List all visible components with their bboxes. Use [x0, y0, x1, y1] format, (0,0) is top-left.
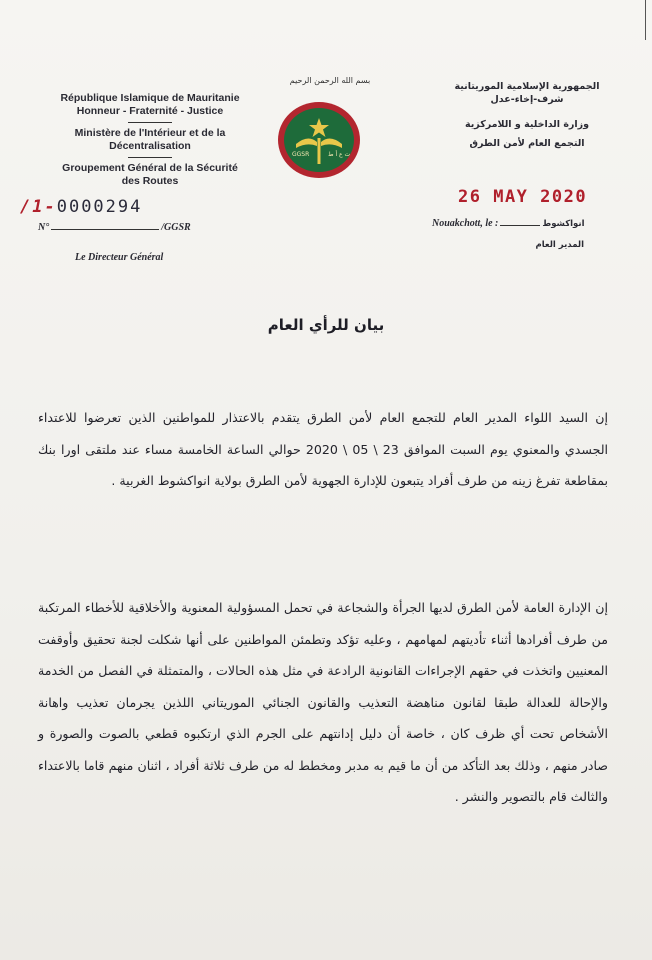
- motto-ar: شرف-إخاء-عدل: [490, 94, 564, 105]
- reference-number: [20, 197, 142, 217]
- separator: [128, 122, 172, 123]
- republic-name: République Islamique de Mauritanie: [60, 92, 240, 104]
- agency-line1: Groupement Général de la Sécurité: [62, 162, 238, 174]
- document-title: بيان للرأي العام: [267, 316, 385, 334]
- page-edge: [645, 0, 646, 40]
- director-ar: المدير العام: [535, 240, 584, 250]
- place-ar: انواكشوط: [542, 219, 585, 229]
- header-arabic: [442, 80, 612, 150]
- reference-line: [38, 222, 191, 233]
- ministry-line2: Décentralisation: [109, 140, 191, 152]
- ministry-ar: وزارة الداخلية و اللامركزية: [464, 119, 590, 130]
- reference-digits: 0000294: [56, 197, 143, 217]
- header-french: [40, 92, 260, 188]
- svg-text:GGSR: GGSR: [292, 151, 310, 158]
- republic-name-ar: الجمهورية الإسلامية الموريتانية: [454, 81, 600, 92]
- reference-label: N°: [38, 222, 50, 233]
- paragraph-2: إن الإدارة العامة لأمن الطرق لديها الجرأة والشجاعة في تحمل المسؤولية المعنوية والأخلاقية للأخطاء المرتكبة من طرف أفرادها أثناء تأديتهم لمهامهم ، وعليه تؤكد وتطمئن المواطنين على أنها شكلت لجنة تحقيق وأوقفت المعنيين واتخذت في حقهم الإجراءات القانونية الرادعة في مثل هذه الحالات ، والمتمثلة في الفصل من الخدمة والإحالة للعدالة طبقا لقانون مناهضة التعذيب والقانون الجنائي الموريتاني اللذين يجرمان تعذيب واهانة الأشخاص تحت أي ظرف كان ، خاصة أن دليل إدانتهم على الجرم الذي ارتكبوه قطعي بالصوت والصورة و صادر منهم ، وذلك بعد التأكد من أن ما قيم به مدبر ومخطط له من طرف ثلاثة أفراد ، اثنان منهم قاما بالاعتداء والثالث قام بالتصوير والنشر .: [38, 600, 608, 804]
- date-blank: [500, 225, 540, 226]
- reference-prefix: /1-: [20, 197, 57, 217]
- paragraph-1: إن السيد اللواء المدير العام للتجمع العام لأمن الطرق يتقدم بالاعتذار للمواطنين الذين تعرضوا للاعتداء الجسدي والمعنوي يوم السبت الموافق 23 \ 05 \ 2020 حوالي الساعة الخامسة مساء عند ملتقى اورا بنك بمقاطعة تفرغ زينه من طرف أفراد يتبعون للإدارة الجهوية لأمن الطرق بولاية انواكشوط الغربية .: [38, 410, 609, 488]
- ggsr-emblem-icon: [276, 100, 362, 180]
- separator: [128, 157, 172, 158]
- reference-suffix: /GGSR: [161, 222, 191, 233]
- motto: Honneur - Fraternité - Justice: [76, 105, 224, 117]
- reference-blank: [51, 229, 159, 230]
- place-fr: Nouakchott, le :: [432, 218, 499, 229]
- basmala: بسم الله الرحمن الرحيم: [289, 76, 371, 85]
- place-date-line: [432, 218, 585, 229]
- ministry-line1: Ministère de l'Intérieur et de la: [74, 127, 226, 139]
- agency-ar: التجمع العام لأمن الطرق: [469, 138, 585, 149]
- director-fr: Le Directeur Général: [75, 252, 164, 263]
- date-stamp: 26 MAY 2020: [458, 187, 588, 207]
- agency-line2: des Routes: [121, 175, 179, 187]
- svg-text:ت ع أ ط: ت ع أ ط: [328, 151, 351, 158]
